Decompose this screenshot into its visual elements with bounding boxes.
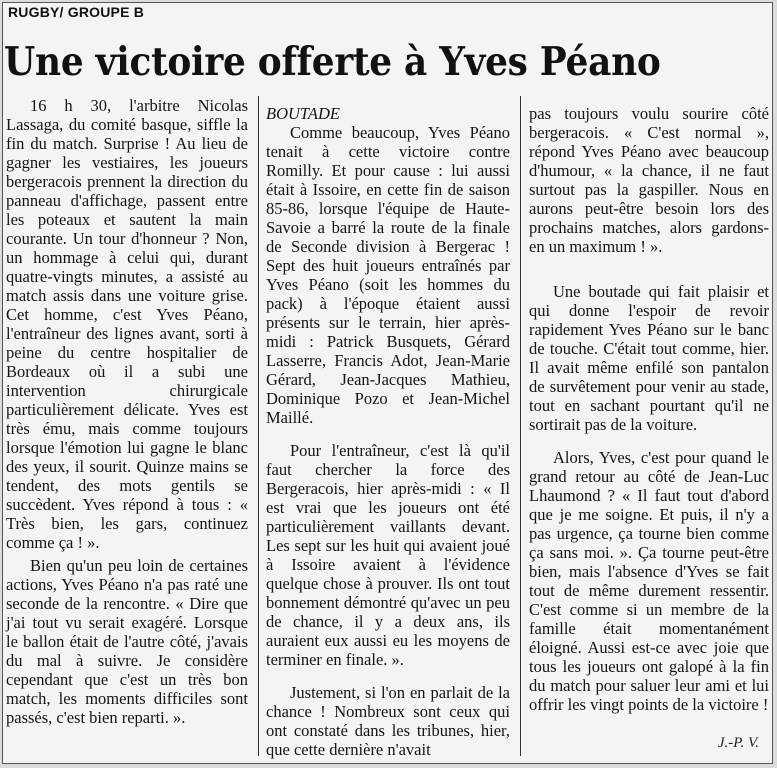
- article-headline: Une victoire offerte à Yves Péano: [4, 39, 661, 85]
- paragraph: 16 h 30, l'arbitre Nicolas Lassaga, du comité basque, siffle la fin du match. Surprise ! Au lieu de gagner les vestiaires, les joueurs bergeracois prennent la direction du panneau d'affichage, passent entre les poteaux et sautent la main courante. Un tour d'honneur ? Non, un hommage à celui qui, durant quatre-vingts minutes, a assisté au match assis dans une voiture grise. Cet homme, c'est Yves Péano, l'entraîneur des lignes avant, sorti à peine du centre hospitalier de Bordeaux où il a subi une intervention chirurgicale particulièrement délicate. Yves est très ému, mais comme toujours lorsque l'émotion lui gagne le blanc des yeux, il sourit. Quinze mains se tendent, des mots gentils se succèdent. Yves répond à tous : « Très bien, les gars, continuez comme ça ! ».: [6, 96, 248, 552]
- paragraph: Bien qu'un peu loin de certaines actions, Yves Péano n'a pas raté une seconde de la rencontre. « Dire que j'ai tout vu serait exagéré. Lorsque le ballon était de l'autre côté, j'avais du mal à suivre. Je considère cependant que c'est un très bon match, les moments difficiles sont passés, c'est bien reparti. ».: [6, 556, 248, 727]
- column-rule: [520, 96, 521, 756]
- paragraph: Comme beaucoup, Yves Péano tenait à cette victoire contre Romilly. Et pour cause : lui aussi était à Issoire, en cette fin de saison 85-86, lorsque l'équipe de Haute-Savoie a barré la route de la finale de Seconde division à Bergerac ! Sept des huit joueurs entraînés par Yves Péano (soit les hommes du pack) à l'époque étaient aussi présents sur le terrain, hier après-midi : Patrick Busquets, Gérard Lasserre, Francis Adot, Jean-Marie Gérard, Jean-Jacques Mathieu, Dominique Pozo et Jean-Michel Maillé.: [266, 123, 510, 427]
- paragraph: Alors, Yves, c'est pour quand le grand retour au côté de Jean-Luc Lhaumond ? « Il faut tout d'abord que je me soigne. Et puis, il n'y a pas urgence, ça tourne bien comme ça sans moi. ». Ça tourne peut-être bien, mais l'absence d'Yves se fait tout de même durement ressentir. C'est comme si un membre de la famille était momentanément éloigné. Aussi est-ce avec joie que tous les joueurs ont galopé à la fin du match pour saluer leur ami et lui offrir les vingt points de la victoire !: [529, 448, 769, 714]
- column-3: [529, 104, 769, 714]
- paragraph: Justement, si l'on en parlait de la chance ! Nombreux sont ceux qui ont constaté dans les tribunes, hier, que cette dernière n'avait: [266, 683, 510, 759]
- paragraph: Pour l'entraîneur, c'est là qu'il faut chercher la force des Bergeracois, hier après-midi : « Il est vrai que les joueurs ont été particulièrement vaillants devant. Les sept sur les huit qui avaient joué à Issoire avaient à l'évidence quelque chose à prouver. Ils ont tout bonnement démontré qu'avec un peu de chance, il y a deux ans, ils auraient eux aussi eu les moyens de terminer en finale. ».: [266, 441, 510, 669]
- paragraph: Une boutade qui fait plaisir et qui donne l'espoir de revoir rapidement Yves Péano sur le banc de touche. C'était tout comme, hier. Il avait même enfilé son pantalon de survêtement pour venir au stade, tout en sachant pourtant qu'il ne sortirait pas de la voiture.: [529, 282, 769, 434]
- paragraph: pas toujours voulu sourire côté bergeracois. « C'est normal », répond Yves Péano avec beaucoup d'humour, « la chance, il ne faut surtout pas la gaspiller. Nous en aurons peut-être besoin lors des prochains matches, alors gardons-en un maximum ! ».: [529, 104, 769, 256]
- subheading: BOUTADE: [266, 104, 340, 123]
- column-2: [266, 104, 510, 759]
- column-rule: [258, 96, 259, 756]
- section-kicker: RUGBY/ GROUPE B: [8, 4, 145, 20]
- column-1: [6, 96, 248, 727]
- author-signature: J.-P. V.: [717, 735, 759, 751]
